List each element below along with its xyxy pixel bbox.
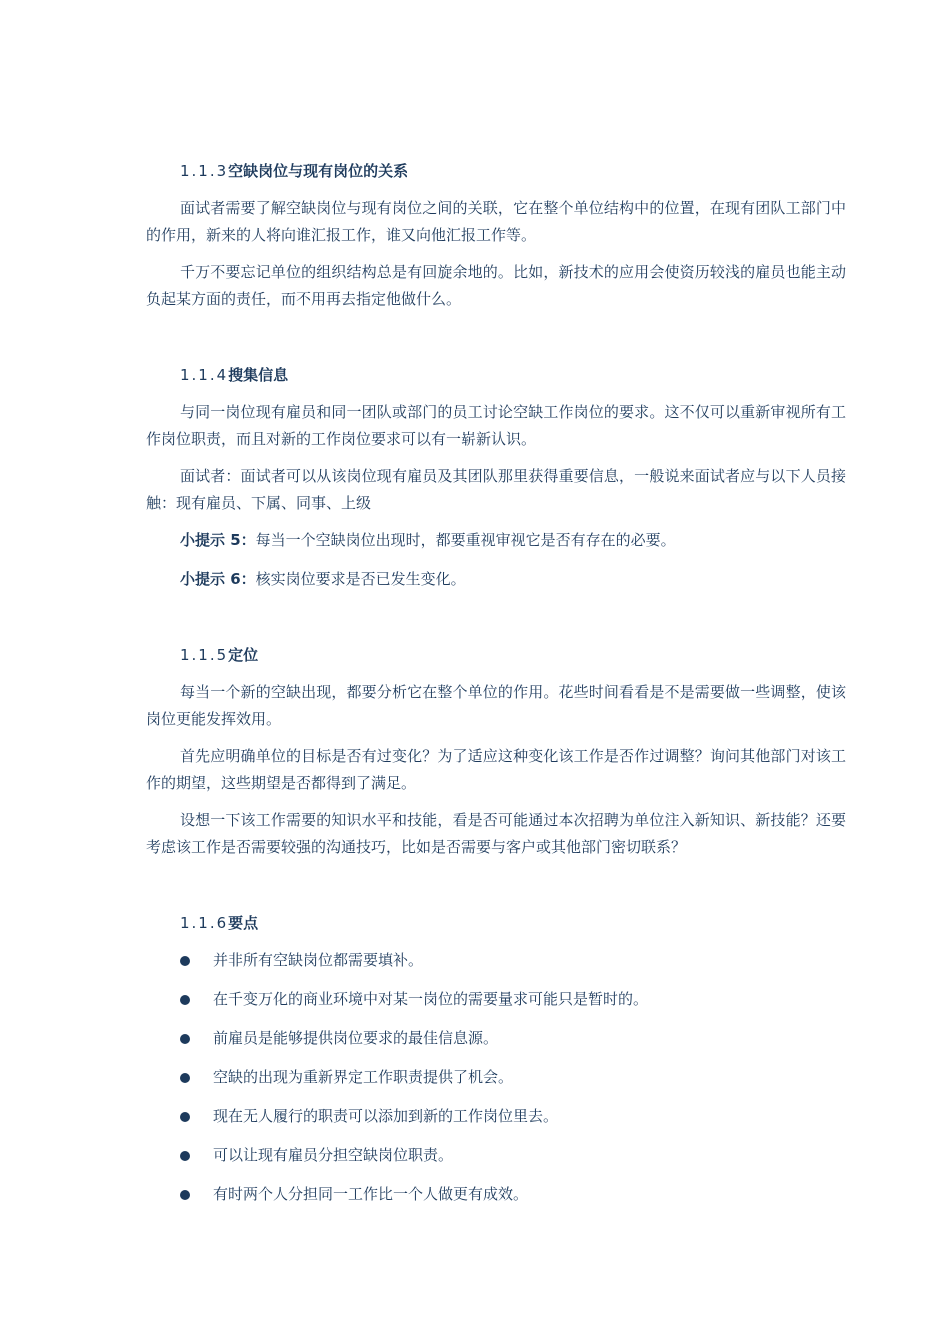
list-item-text: 并非所有空缺岗位都需要填补。 [213, 951, 424, 969]
bullet-dot-icon [180, 956, 190, 966]
list-item-text: 可以让现有雇员分担空缺岗位职责。 [213, 1146, 454, 1164]
key-points-list [146, 947, 846, 1208]
section-heading [146, 909, 846, 937]
section-title: 空缺岗位与现有岗位的关系 [228, 162, 409, 180]
paragraph: 面试者：面试者可以从该岗位现有雇员及其团队那里获得重要信息，一般说来面试者应与以下人员接触：现有雇员、下属、同事、上级 [146, 467, 846, 512]
list-item [146, 1025, 846, 1052]
paragraph: 千万不要忘记单位的组织结构总是有回旋余地的。比如，新技术的应用会使资历较浅的雇员也能主动负起某方面的责任，而不用再去指定他做什么。 [146, 263, 846, 308]
section-1-1-6 [146, 909, 846, 1208]
section-title: 定位 [228, 646, 259, 664]
bullet-dot-icon [180, 1190, 190, 1200]
list-item-text: 在千变万化的商业环境中对某一岗位的需要量求可能只是暂时的。 [213, 990, 649, 1008]
list-item [146, 1064, 846, 1091]
list-item [146, 986, 846, 1013]
section-1-1-3 [146, 157, 846, 313]
tip-text: 每当一个空缺岗位出现时，都要重视审视它是否有存在的必要。 [255, 531, 676, 549]
bullet-dot-icon [180, 1112, 190, 1122]
paragraph: 设想一下该工作需要的知识水平和技能，看是否可能通过本次招聘为单位注入新知识、新技能？还要考虑该工作是否需要较强的沟通技巧，比如是否需要与客户或其他部门密切联系？ [146, 811, 846, 856]
list-item-text: 有时两个人分担同一工作比一个人做更有成效。 [213, 1185, 529, 1203]
list-item-text: 现在无人履行的职责可以添加到新的工作岗位里去。 [213, 1107, 559, 1125]
list-item [146, 1181, 846, 1208]
tip-6 [146, 566, 846, 593]
bullet-dot-icon [180, 1151, 190, 1161]
section-1-1-4 [146, 361, 846, 593]
section-number: 1.1.5 [180, 646, 229, 664]
section-title: 搜集信息 [228, 366, 289, 384]
list-item [146, 1142, 846, 1169]
section-title: 要点 [228, 914, 259, 932]
paragraph: 面试者需要了解空缺岗位与现有岗位之间的关联，它在整个单位结构中的位置，在现有团队工部门中的作用，新来的人将向谁汇报工作，谁又向他汇报工作等。 [146, 199, 846, 244]
section-1-1-5 [146, 641, 846, 861]
tip-text: 核实岗位要求是否已发生变化。 [255, 570, 466, 588]
list-item-text: 前雇员是能够提供岗位要求的最佳信息源。 [213, 1029, 499, 1047]
document-content [146, 157, 846, 1220]
bullet-dot-icon [180, 1034, 190, 1044]
section-heading [146, 361, 846, 389]
paragraph: 首先应明确单位的目标是否有过变化？为了适应这种变化该工作是否作过调整？询问其他部门对该工作的期望，这些期望是否都得到了满足。 [146, 747, 846, 792]
tip-label: 小提示 5： [180, 531, 256, 549]
section-heading [146, 157, 846, 185]
bullet-dot-icon [180, 995, 190, 1005]
section-number: 1.1.6 [180, 914, 229, 932]
bullet-dot-icon [180, 1073, 190, 1083]
tip-5 [146, 527, 846, 554]
list-item [146, 947, 846, 974]
section-heading [146, 641, 846, 669]
section-number: 1.1.4 [180, 366, 229, 384]
tip-label: 小提示 6： [180, 570, 256, 588]
paragraph: 与同一岗位现有雇员和同一团队或部门的员工讨论空缺工作岗位的要求。这不仅可以重新审视所有工作岗位职责，而且对新的工作岗位要求可以有一崭新认识。 [146, 403, 846, 448]
paragraph: 每当一个新的空缺出现，都要分析它在整个单位的作用。花些时间看看是不是需要做一些调整，使该岗位更能发挥效用。 [146, 683, 846, 728]
list-item-text: 空缺的出现为重新界定工作职责提供了机会。 [213, 1068, 514, 1086]
list-item [146, 1103, 846, 1130]
section-number: 1.1.3 [180, 162, 229, 180]
